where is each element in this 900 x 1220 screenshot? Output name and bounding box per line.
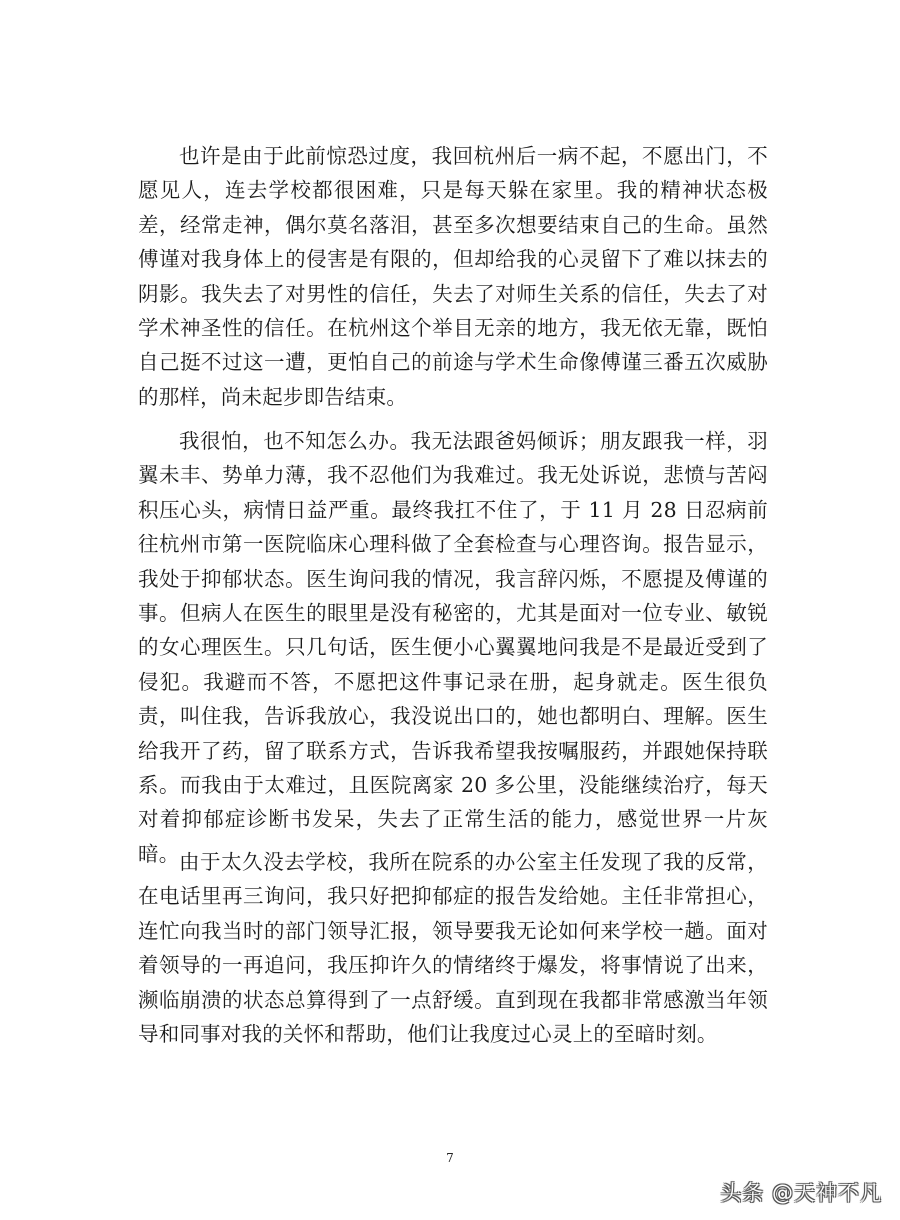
paragraph-2: 我很怕，也不知怎么办。我无法跟爸妈倾诉；朋友跟我一样，羽翼未丰、势单力薄，我不忍他们为我难过。我无处诉说，悲愤与苦闷积压心头，病情日益严重。最终我扛不住了，于 11 月 28 日忍病前往杭州市第一医院临床心理科做了全套检查与心理咨询。报告显示，我处于抑郁状态。医生询问我的情况，我言辞闪烁，不愿提及傅谨的事。但病人在医生的眼里是没有秘密的，尤其是面对一位专业、敏锐的女心理医生。只几句话，医生便小心翼翼地问我是不是最近受到了侵犯。我避而不答，不愿把这件事记录在册，起身就走。医生很负责，叫住我，告诉我放心，我没说出口的，她也都明白、理解。医生给我开了药，留了联系方式，告诉我希望我按嘱服药，并跟她保持联系。而我由于太难过，且医院离家 20 多公里，没能继续治疗，每天对着抑郁症诊断书发呆，失去了正常生活的能力，感觉世界一片灰暗。 xyxy=(138,429,768,866)
watermark: 头条 @天神不凡 xyxy=(720,1181,882,1205)
paragraph-3: 由于太久没去学校，我所在院系的办公室主任发现了我的反常，在电话里再三询问，我只好把抑郁症的报告发给她。主任非常担心，连忙向我当时的部门领导汇报，领导要我无论如何来学校一趟。面对着领导的一再追问，我压抑许久的情绪终于爆发，将事情说了出来，濒临崩溃的状态总算得到了一点舒缓。直到现在我都非常感激当年领导和同事对我的关怀和帮助，他们让我度过心灵上的至暗时刻。 xyxy=(138,850,768,1047)
paragraph-1: 也许是由于此前惊恐过度，我回杭州后一病不起，不愿出门，不愿见人，连去学校都很困难，只是每天躲在家里。我的精神状态极差，经常走神，偶尔莫名落泪，甚至多次想要结束自己的生命。虽然傅谨对我身体上的侵害是有限的，但却给我的心灵留下了难以抹去的阴影。我失去了对男性的信任，失去了对师生关系的信任，失去了对学术神圣性的信任。在杭州这个举目无亲的地方，我无依无靠，既怕自己挺不过这一遭，更怕自己的前途与学术生命像傅谨三番五次威胁的那样，尚未起步即告结束。 xyxy=(138,144,768,409)
page-number: 7 xyxy=(446,1151,454,1165)
